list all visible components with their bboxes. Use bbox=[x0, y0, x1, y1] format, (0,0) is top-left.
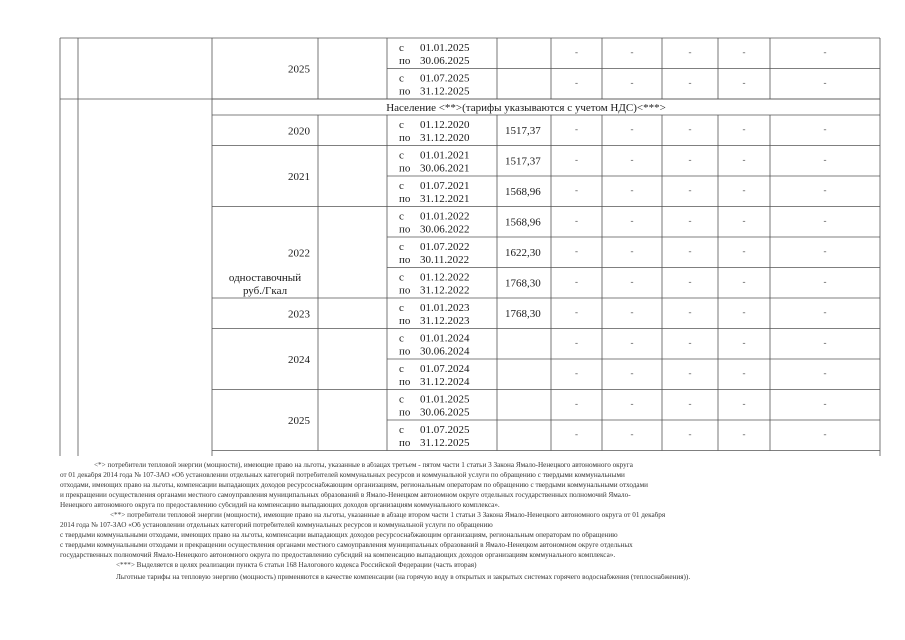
empty-cell-dash: - bbox=[630, 276, 634, 287]
empty-cell-dash: - bbox=[742, 246, 746, 256]
empty-cell-dash: - bbox=[630, 368, 634, 378]
period-from-date: 01.01.2025 bbox=[420, 393, 470, 406]
period-to-date: 30.06.2021 bbox=[420, 162, 470, 175]
empty-cell-dash: - bbox=[688, 246, 692, 256]
period-to-prefix: по bbox=[399, 254, 411, 266]
empty-cell-dash: - bbox=[823, 429, 827, 439]
period-from-prefix: с bbox=[399, 72, 404, 85]
period-to-prefix: по bbox=[399, 284, 411, 297]
empty-cell-dash: - bbox=[742, 47, 746, 57]
empty-cell-dash: - bbox=[742, 124, 746, 134]
tariff-value: 1568,96 bbox=[505, 186, 541, 198]
empty-cell-dash: - bbox=[630, 124, 634, 134]
empty-cell-dash: - bbox=[630, 398, 634, 409]
period-to-date: 31.12.2022 bbox=[420, 284, 470, 297]
footnote-line: <**> потребители тепловой энергии (мощности), имеющие право на льготы, указанные в абзаце втором части 1 статьи 3 Закона Ямало-Ненецкого автономного округа от 01 декабря bbox=[110, 512, 666, 519]
empty-cell-dash: - bbox=[630, 185, 634, 195]
section-header-naselenie: Население <**>(тарифы указываются с учетом НДС)<***> bbox=[386, 102, 666, 114]
period-to-prefix: по bbox=[399, 85, 411, 98]
footnote-line: с твердыми коммунальными отходами и прекращении осуществления органами местного самоуправления муниципальных образований в Ямало-Ненецком автономном округе отдельных bbox=[60, 542, 633, 549]
period-to-date: 31.12.2024 bbox=[420, 376, 470, 388]
empty-cell-dash: - bbox=[575, 215, 578, 226]
empty-cell-dash: - bbox=[575, 185, 578, 195]
period-to-date: 30.06.2022 bbox=[420, 223, 470, 236]
year-cell: 2025 bbox=[288, 63, 310, 76]
empty-cell-dash: - bbox=[742, 398, 746, 409]
period-from-date: 01.01.2022 bbox=[420, 210, 470, 223]
empty-cell-dash: - bbox=[688, 368, 692, 378]
period-to-date: 31.12.2020 bbox=[420, 132, 470, 144]
footnote-line: с твердыми коммунальными отходами, имеющих право на льготы, компенсации выпадающих доходов ресурсоснабжающим организациям, региональным операторам по обращению bbox=[60, 532, 618, 539]
footnote-line: <*> потребители тепловой энергии (мощности), имеющие право на льготы, указанные в абзацах третьем - пятом части 1 статьи 3 Закона Ямало-Ненецкого автономного округа bbox=[94, 462, 633, 469]
footnote-line: государственных полномочий Ямало-Ненецкого автономного округа по предоставлению субсидий на компенсацию выпадающих доходов организациям коммунального комплекса». bbox=[60, 552, 616, 559]
period-from-prefix: с bbox=[399, 180, 404, 192]
period-from-date: 01.01.2023 bbox=[420, 302, 470, 314]
period-to-prefix: по bbox=[399, 345, 411, 358]
period-from-date: 01.01.2021 bbox=[420, 149, 470, 162]
period-to-date: 30.11.2022 bbox=[420, 254, 470, 266]
empty-cell-dash: - bbox=[823, 398, 827, 409]
empty-cell-dash: - bbox=[823, 124, 827, 134]
empty-cell-dash: - bbox=[742, 337, 746, 348]
empty-cell-dash: - bbox=[742, 77, 746, 88]
empty-cell-dash: - bbox=[575, 368, 578, 378]
period-from-prefix: с bbox=[399, 302, 404, 314]
period-from-date: 01.01.2024 bbox=[420, 332, 470, 345]
year-cell: 2024 bbox=[288, 354, 310, 366]
empty-cell-dash: - bbox=[823, 276, 827, 287]
period-from-prefix: с bbox=[399, 271, 404, 284]
empty-cell-dash: - bbox=[823, 307, 827, 317]
empty-cell-dash: - bbox=[742, 429, 746, 439]
empty-cell-dash: - bbox=[630, 337, 634, 348]
period-to-prefix: по bbox=[399, 315, 411, 327]
empty-cell-dash: - bbox=[630, 307, 634, 317]
period-to-date: 31.12.2021 bbox=[420, 193, 470, 205]
period-to-date: 31.12.2025 bbox=[420, 437, 470, 449]
empty-cell-dash: - bbox=[823, 246, 827, 256]
period-to-prefix: по bbox=[399, 193, 411, 205]
empty-cell-dash: - bbox=[688, 337, 692, 348]
period-from-date: 01.07.2022 bbox=[420, 241, 470, 253]
empty-cell-dash: - bbox=[688, 77, 692, 88]
tariff-value: 1768,30 bbox=[505, 277, 541, 290]
period-from-prefix: с bbox=[399, 42, 404, 54]
empty-cell-dash: - bbox=[688, 307, 692, 317]
empty-cell-dash: - bbox=[688, 215, 692, 226]
year-cell: 2022 bbox=[288, 247, 310, 260]
period-to-prefix: по bbox=[399, 376, 411, 388]
empty-cell-dash: - bbox=[823, 215, 827, 226]
empty-cell-dash: - bbox=[688, 429, 692, 439]
empty-cell-dash: - bbox=[688, 47, 692, 57]
period-from-date: 01.07.2025 bbox=[420, 72, 470, 85]
empty-cell-dash: - bbox=[575, 429, 578, 439]
empty-cell-dash: - bbox=[575, 246, 578, 256]
period-from-prefix: с bbox=[399, 210, 404, 223]
period-to-prefix: по bbox=[399, 132, 411, 144]
period-from-date: 01.12.2020 bbox=[420, 119, 470, 131]
footnote-line: и прекращении осуществления органами местного самоуправления муниципальных образований в Ямало-Ненецком автономном округе отдельных государственных полномочий Ямало- bbox=[60, 492, 631, 499]
empty-cell-dash: - bbox=[630, 429, 634, 439]
empty-cell-dash: - bbox=[630, 246, 634, 256]
footnote-line: 2014 года № 107-ЗАО «Об установлении отдельных категорий потребителей коммунальных ресурсов и коммунальной услуги по обращению bbox=[60, 522, 493, 529]
empty-cell-dash: - bbox=[742, 368, 746, 378]
empty-cell-dash: - bbox=[575, 337, 578, 348]
period-from-prefix: с bbox=[399, 363, 404, 375]
footnote-line: <***> Выделяется в целях реализации пункта 6 статьи 168 Налогового кодекса Российской Федерации (часть вторая) bbox=[116, 562, 477, 569]
period-from-prefix: с bbox=[399, 393, 404, 406]
empty-cell-dash: - bbox=[688, 124, 692, 134]
period-to-prefix: по bbox=[399, 223, 411, 236]
period-to-date: 30.06.2025 bbox=[420, 406, 470, 419]
empty-cell-dash: - bbox=[575, 47, 578, 57]
period-to-prefix: по bbox=[399, 162, 411, 175]
year-cell: 2020 bbox=[288, 125, 310, 138]
period-to-prefix: по bbox=[399, 55, 411, 67]
empty-cell-dash: - bbox=[823, 368, 827, 378]
empty-cell-dash: - bbox=[688, 154, 692, 165]
empty-cell-dash: - bbox=[823, 77, 827, 88]
period-from-date: 01.07.2021 bbox=[420, 180, 470, 192]
empty-cell-dash: - bbox=[742, 154, 746, 165]
empty-cell-dash: - bbox=[823, 154, 827, 165]
empty-cell-dash: - bbox=[630, 77, 634, 88]
empty-cell-dash: - bbox=[630, 154, 634, 165]
period-from-prefix: с bbox=[399, 332, 404, 345]
empty-cell-dash: - bbox=[742, 276, 746, 287]
empty-cell-dash: - bbox=[742, 215, 746, 226]
empty-cell-dash: - bbox=[575, 77, 578, 88]
period-to-date: 30.06.2024 bbox=[420, 345, 470, 358]
tariff-value: 1768,30 bbox=[505, 308, 541, 320]
period-to-date: 31.12.2023 bbox=[420, 315, 470, 327]
period-to-prefix: по bbox=[399, 437, 411, 449]
period-from-prefix: с bbox=[399, 424, 404, 436]
empty-cell-dash: - bbox=[688, 185, 692, 195]
empty-cell-dash: - bbox=[742, 307, 746, 317]
period-from-prefix: с bbox=[399, 149, 404, 162]
period-from-prefix: с bbox=[399, 119, 404, 131]
footnote-line: от 01 декабря 2014 года № 107-ЗАО «Об установлении отдельных категорий потребителей коммунальных ресурсов и коммунальной услуги по обращению с твердыми коммунальными bbox=[60, 472, 625, 479]
footnote-line: Ненецкого автономного округа по предоставлению субсидий на компенсацию выпадающих доходов организациям коммунального комплекса». bbox=[60, 502, 500, 509]
unit-label: одноставочный руб./Гкал bbox=[228, 271, 302, 297]
period-from-date: 01.07.2024 bbox=[420, 363, 470, 375]
footnote-line: Льготные тарифы на тепловую энергию (мощность) применяются в качестве компенсации (на горячую воду в открытых и закрытых системах горячего водоснабжения (теплоснабжения)). bbox=[116, 574, 691, 581]
year-cell: 2025 bbox=[288, 415, 310, 427]
tariff-value: 1517,37 bbox=[505, 125, 541, 137]
empty-cell-dash: - bbox=[575, 154, 578, 165]
period-from-date: 01.12.2022 bbox=[420, 271, 470, 284]
year-cell: 2021 bbox=[288, 171, 310, 183]
tariff-value: 1622,30 bbox=[505, 247, 541, 259]
empty-cell-dash: - bbox=[575, 398, 578, 409]
period-to-date: 31.12.2025 bbox=[420, 85, 470, 98]
tariff-value: 1517,37 bbox=[505, 155, 541, 168]
period-to-date: 30.06.2025 bbox=[420, 55, 470, 67]
tariff-value: 1568,96 bbox=[505, 216, 541, 229]
footnote-line: отходами, имеющих право на льготы, компенсации выпадающих доходов ресурсоснабжающим организациям, региональным операторам по обращению с твердыми коммунальными отходами bbox=[60, 482, 648, 489]
period-to-prefix: по bbox=[399, 406, 411, 419]
period-from-date: 01.07.2025 bbox=[420, 424, 470, 436]
empty-cell-dash: - bbox=[575, 276, 578, 287]
empty-cell-dash: - bbox=[575, 124, 578, 134]
empty-cell-dash: - bbox=[630, 215, 634, 226]
empty-cell-dash: - bbox=[575, 307, 578, 317]
empty-cell-dash: - bbox=[823, 337, 827, 348]
empty-cell-dash: - bbox=[823, 185, 827, 195]
year-cell: 2023 bbox=[288, 308, 310, 321]
empty-cell-dash: - bbox=[742, 185, 746, 195]
empty-cell-dash: - bbox=[688, 276, 692, 287]
empty-cell-dash: - bbox=[630, 47, 634, 57]
period-from-date: 01.01.2025 bbox=[420, 42, 470, 54]
empty-cell-dash: - bbox=[823, 47, 827, 57]
empty-cell-dash: - bbox=[688, 398, 692, 409]
period-from-prefix: с bbox=[399, 241, 404, 253]
